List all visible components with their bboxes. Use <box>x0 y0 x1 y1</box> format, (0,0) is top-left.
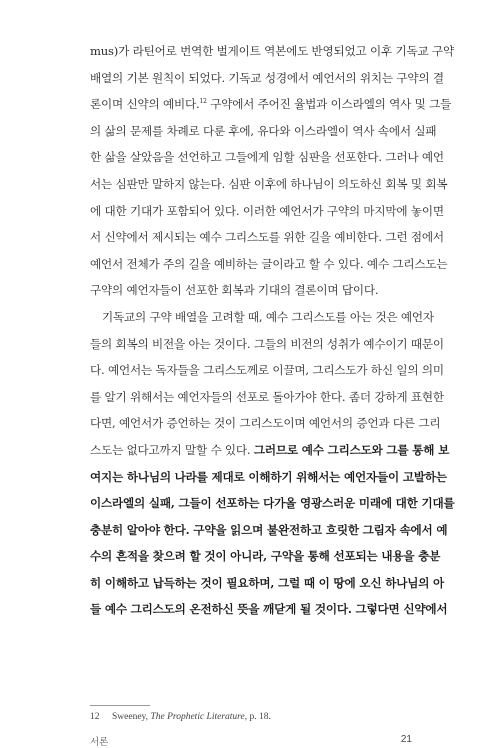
text-line-5: 한 삶을 살았음을 선언하고 그들에게 임할 심판을 선포한다. 그러나 예언 <box>90 150 444 165</box>
text-line-18: 이스라엘의 실패, 그들이 선포하는 다가올 영광스러운 미래에 대한 기대를 <box>90 496 455 511</box>
footnote-reference[interactable]: 12 <box>199 98 207 106</box>
footnote-citation: , p. 18. <box>244 712 271 722</box>
text-line-8: 서 신약에서 제시되는 예수 그리스도를 위한 길을 예비한다. 그런 점에서 <box>90 230 444 245</box>
text-line-7: 에 대한 기대가 포함되어 있다. 이러한 예언서가 구약의 마지막에 놓이면 <box>90 203 444 218</box>
page-number: 21 <box>400 734 412 745</box>
body-text <box>90 38 455 623</box>
text-line-14: 를 알기 위해서는 예언자들의 선포로 돌아가야 한다. 좀더 강하게 표현한 <box>90 389 444 404</box>
text-line-10: 구약의 예언자들이 선포한 회복과 기대의 결론이며 답이다. <box>90 283 379 298</box>
footnote <box>90 712 271 722</box>
text-line-16 <box>90 437 450 464</box>
text-run: 구약에서 주어진 율법과 이스라엘의 역사 및 그들 <box>206 97 452 112</box>
text-run: 스도는 없다고까지 말할 수 있다. <box>90 442 254 457</box>
text-line-15: 다면, 예언서가 증언하는 것이 그리스도이며 예언서의 증언과 다른 그리 <box>90 416 441 431</box>
footnote-title: The Prophetic Literature <box>150 712 245 722</box>
emphasis-text: 그러므로 예수 그리스도와 그를 통해 보 <box>253 442 450 457</box>
text-line-20: 수의 흔적을 찾으려 할 것이 아니라, 구약을 통해 선포되는 내용을 충분 <box>90 549 441 564</box>
text-run: 론이며 신약의 예비다. <box>90 97 200 112</box>
text-line-12: 들의 회복의 비전을 아는 것이다. 그들의 비전의 성취가 예수이기 때문이 <box>90 336 444 351</box>
text-line-9: 예언서 전체가 주의 길을 예비하는 글이라고 할 수 있다. 예수 그리스도는 <box>90 256 448 271</box>
footnote-author: Sweeney, <box>112 712 151 722</box>
text-line-17: 여지는 하나님의 나라를 제대로 이해하기 위해서는 예언자들이 고발하는 <box>90 469 447 484</box>
text-line-11: 기독교의 구약 배열을 고려할 때, 예수 그리스도를 아는 것은 예언자 <box>102 309 434 324</box>
text-line-2: 배열의 기본 원칙이 되었다. 기독교 성경에서 예언서의 위치는 구약의 결 <box>90 70 444 85</box>
text-line-4: 의 삶의 문제를 차례로 다룬 후에, 유다와 이스라엘이 역사 속에서 실패 <box>90 123 437 138</box>
text-line-13: 다. 예언서는 독자들을 그리스도께로 이끌며, 그리스도가 하신 일의 의미 <box>90 363 444 378</box>
text-line-19: 충분히 알아야 한다. 구약을 읽으며 불완전하고 흐릿한 그림자 속에서 예 <box>90 522 448 537</box>
running-footer-section: 서론 <box>90 737 109 748</box>
footnote-number: 12 <box>90 712 100 722</box>
footnote-divider <box>90 705 150 706</box>
text-line-3 <box>90 91 452 118</box>
text-line-21: 히 이해하고 납득하는 것이 필요하며, 그럴 때 이 땅에 오신 하나님의 아 <box>90 575 445 590</box>
text-line-6: 서는 심판만 말하지 않는다. 심판 이후에 하나님이 의도하신 회복 및 회복 <box>90 176 448 191</box>
text-line-22: 들 예수 그리스도의 온전하신 뜻을 깨닫게 될 것이다. 그렇다면 신약에서 <box>90 602 448 617</box>
text-line-1: mus)가 라틴어로 번역한 벌게이트 역본에도 반영되었고 이후 기독교 구약 <box>90 44 455 58</box>
